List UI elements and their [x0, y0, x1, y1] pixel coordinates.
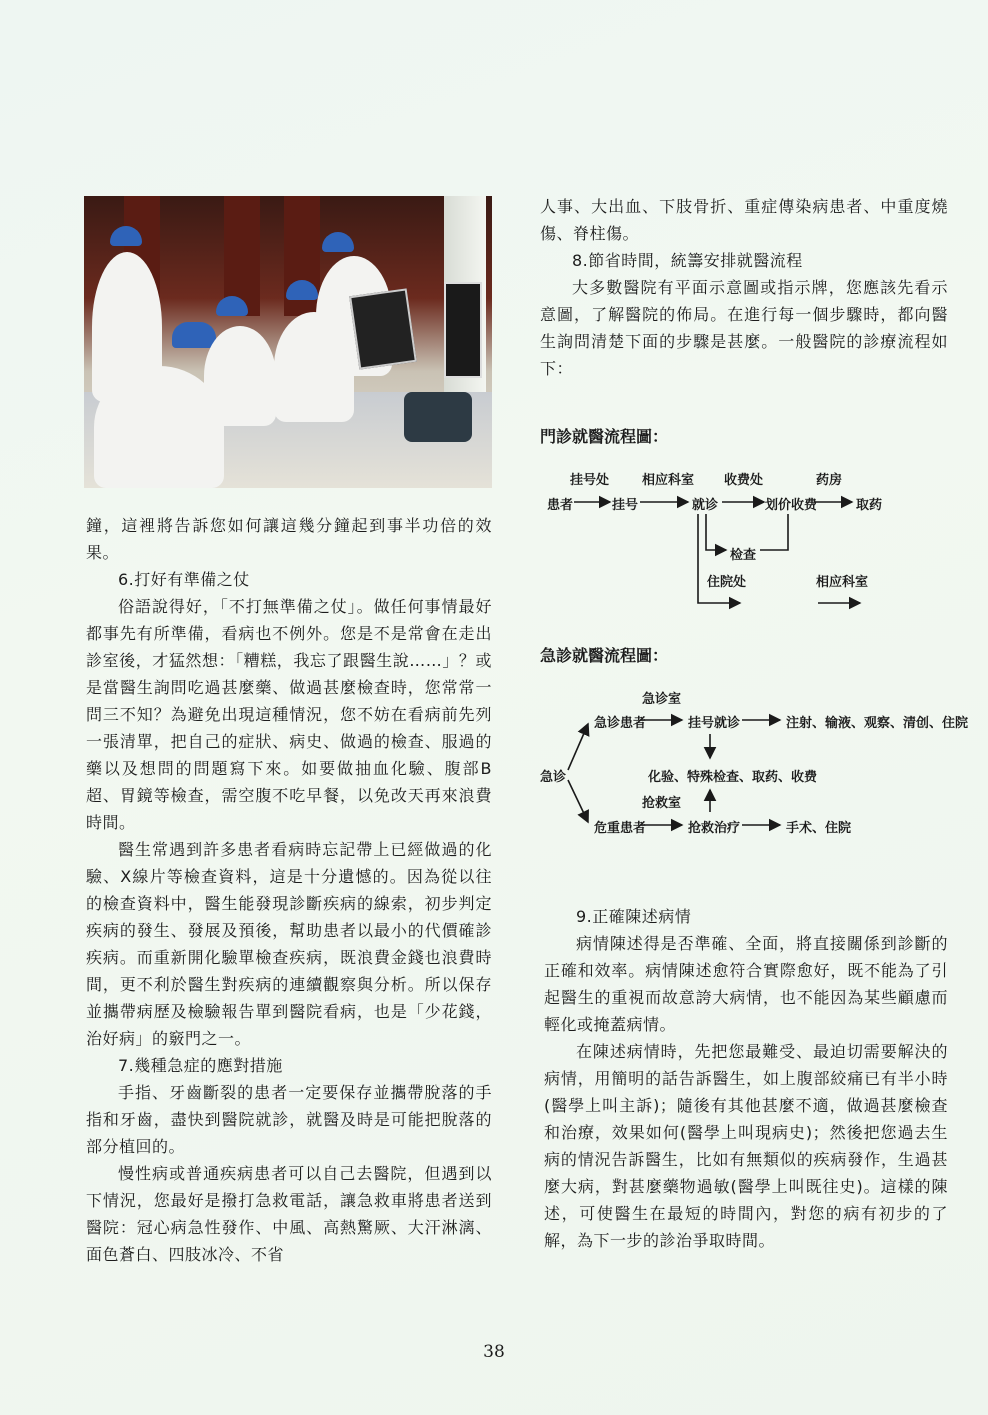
label-critical-patient: 危重患者: [594, 821, 647, 836]
paragraph: 人事、大出血、下肢骨折、重症傳染病患者、中重度燒傷、脊柱傷。: [540, 197, 948, 243]
page-number: 38: [483, 1342, 505, 1362]
section-heading: 6.打好有準備之仗: [118, 570, 250, 589]
left-column: [86, 512, 492, 1268]
right-column-top: [540, 193, 948, 382]
label-take-medicine: 取药: [856, 498, 883, 513]
label-er-room: 急诊室: [642, 692, 682, 707]
paragraph: 鐘，這裡將告訴您如何讓這幾分鐘起到事半功倍的效果。: [86, 516, 492, 562]
right-column-bottom: [544, 903, 948, 1254]
paragraph: 慢性病或普通疾病患者可以自己去醫院，但遇到以下情況，您最好是撥打急救電話，讓急救車將患者送到醫院：冠心病急性發作、中風、高熱驚厥、大汗淋漓、面色蒼白、四肢冰冷、不省: [86, 1164, 492, 1264]
paragraph: 病情陳述得是否準確、全面，將直接關係到診斷的正確和效率。病情陳述愈符合實際愈好，既不能為了引起醫生的重視而故意誇大病情，也不能因為某些顧慮而輕化或掩蓋病情。: [544, 934, 948, 1034]
paragraph: 大多數醫院有平面示意圖或指示牌，您應該先看示意圖，了解醫院的佈局。在進行每一個步驟時，都向醫生詢問清楚下面的步驟是甚麼。一般醫院的診療流程如下：: [540, 278, 948, 378]
doctors-photo: [84, 196, 492, 488]
label-pharmacy: 药房: [816, 473, 843, 488]
label-emergency: 急诊: [540, 770, 567, 785]
label-reg-consult: 挂号就诊: [688, 716, 741, 731]
label-treatments: 注射、输液、观察、清创、住院: [786, 716, 969, 731]
label-er-patient: 急诊患者: [594, 716, 647, 731]
section-heading: 7.幾種急症的應對措施: [118, 1056, 283, 1075]
paragraph: 在陳述病情時，先把您最難受、最迫切需要解決的病情，用簡明的話告訴醫生，如上腹部絞痛已有半小時(醫學上叫主訴)；隨後有其他甚麼不適，做過甚麼檢查和治療，效果如何(醫學上叫現病史)；然後把您過去生病的情況告訴醫生，比如有無類似的疾病發作，生過甚麼大病，對甚麼藥物過敏(醫學上叫既往史)。這樣的陳述，可使醫生在最短的時間內，對您的病有初步的了解，為下一步的診治爭取時間。: [544, 1042, 948, 1250]
video-phone: [404, 392, 472, 442]
label-pricing: 划价收费: [765, 498, 818, 513]
label-dept: 相应科室: [642, 473, 695, 488]
label-cashier: 收费处: [724, 473, 764, 488]
label-register: 挂号: [612, 498, 639, 513]
section-heading: 9.正確陳述病情: [576, 907, 692, 926]
label-rescue-room: 抢救室: [642, 796, 682, 811]
label-inpatient: 住院处: [707, 575, 747, 590]
paragraph: 手指、牙齒斷裂的患者一定要保存並攜帶脫落的手指和牙齒，盡快到醫院就診，就醫及時是可能把脫落的部分植回的。: [86, 1083, 492, 1156]
paragraph: 俗語說得好，「不打無準備之仗」。做任何事情最好都事先有所準備，看病也不例外。您是不是常會在走出診室後，才猛然想：「糟糕，我忘了跟醫生說……」？或是當醫生詢問吃過甚麼藥、做過甚麼檢查時，您常常一問三不知？為避免出現這種情況，您不妨在看病前先列一張清單，把自己的症狀、病史、做過的檢查、服過的藥以及想問的問題寫下來。如要做抽血化驗、腹部B超、胃鏡等檢查，需空腹不吃早餐，以免改天再來浪費時間。: [86, 597, 492, 832]
label-surgery: 手术、住院: [786, 821, 852, 836]
surgical-cap: [172, 322, 216, 348]
surgical-cap: [322, 232, 354, 252]
outpatient-chart-title: 門診就醫流程圖：: [540, 427, 669, 446]
label-tests: 化验、特殊检查、取药、收费: [648, 770, 818, 785]
flow-arrow: [706, 514, 726, 550]
paragraph: 醫生常遇到許多患者看病時忘記帶上已經做過的化驗、X線片等檢查資料，這是十分遺憾的。因為從以往的檢查資料中，醫生能發現診斷疾病的線索，初步判定疾病的發生、發展及預後，幫助患者以最小的代價確診疾病。而重新開化驗單檢查疾病，既浪費金錢也浪費時間，更不利於醫生對疾病的連續觀察與分析。所以保存並攜帶病歷及檢驗報告單到醫院看病，也是「少花錢，治好病」的竅門之一。: [86, 840, 492, 1048]
label-exam: 检查: [730, 548, 757, 563]
label-patient: 患者: [547, 498, 574, 513]
label-consult: 就诊: [692, 498, 719, 513]
flow-arrow: [568, 780, 588, 822]
xray-film-held: [349, 288, 417, 369]
flow-arrow: [568, 724, 588, 770]
label-reg-place: 挂号处: [570, 473, 610, 488]
label-dept2: 相应科室: [816, 575, 869, 590]
flow-arrow: [760, 514, 788, 550]
section-heading: 8.節省時間，統籌安排就醫流程: [572, 251, 803, 270]
emergency-chart-title: 急診就醫流程圖：: [540, 646, 669, 665]
label-rescue-treatment: 抢救治疗: [688, 821, 741, 836]
doctor-figure: [204, 326, 276, 426]
xray-film: [444, 282, 482, 378]
